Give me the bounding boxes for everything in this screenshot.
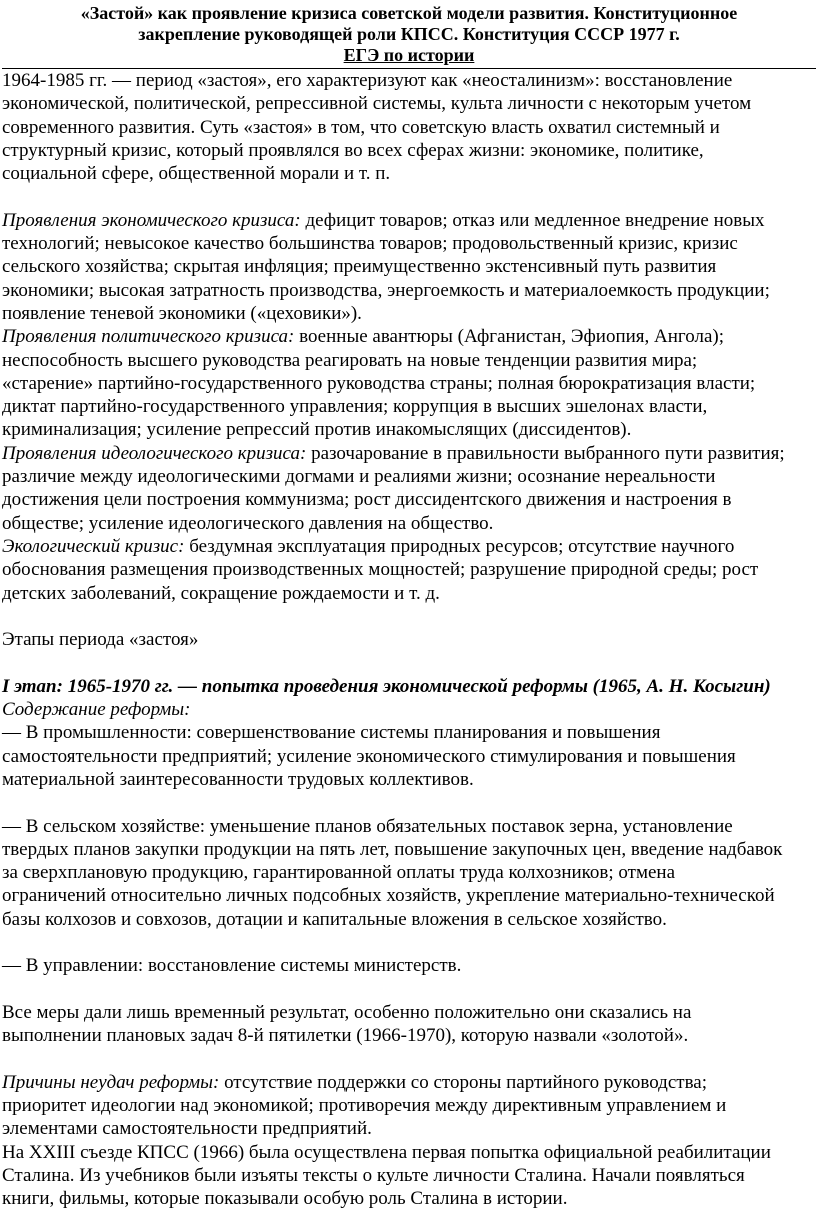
text-line [2,1071,816,1094]
text-line: различие между идеологическими догмами и реалиями жизни; осознание нереальности [2,466,716,488]
text-line: технологий; невысокое качество большинства товаров; продовольственный кризис, кризис [2,233,738,255]
text-line: приоритет идеологии над экономикой; противоречия между директивным управлением и [2,1095,727,1117]
document-title-line-2: закрепление руководящей роли КПСС. Конституция СССР 1977 г. [138,24,680,44]
text-line: криминализация; усиление репрессий против инакомыслящих (диссидентов). [2,419,632,441]
paragraph-gap [2,605,816,628]
text-line: структурный кризис, который проявлялся во всех сферах жизни: экономике, политике, [2,139,704,161]
document-body [2,69,816,1211]
text-line: экономики; высокая затратность производства, энергоемкость и материалоемкость продукции; [2,279,770,301]
text-line: обществе; усиление идеологического давления на общество. [2,512,494,534]
stages-heading: Этапы периода «застоя» [2,629,199,651]
text-line: выполнении плановых задач 8-й пятилетки (1966-1970), которую назвали «золотой». [2,1025,689,1047]
text-line: неспособность высшего руководства реагировать на новые тенденции развития мира; [2,349,698,371]
reform-content-label: Содержание реформы: [2,699,191,721]
paragraph-gap [2,185,816,208]
intro-paragraph [2,69,816,185]
economic-crisis-text: дефицит товаров; отказ или медленное внедрение новых [300,209,765,231]
paragraph-gap [2,791,816,814]
economic-crisis-paragraph [2,209,816,325]
stage-1-section [2,675,816,1211]
paragraph-gap [2,978,816,1001]
stage-1-title: I этап: 1965-1970 гг. — попытка проведения экономической реформы (1965, А. Н. Косыгин) [2,675,771,697]
ecological-crisis-paragraph [2,535,816,605]
ecological-crisis-text: бездумная эксплуатация природных ресурсов; отсутствие научного [184,535,735,557]
ideological-crisis-text: разочарование в правильности выбранного пути развития; [306,442,785,464]
document-subtitle: ЕГЭ по истории [343,45,475,65]
text-line: книги, фильмы, которые показывали особую роль Сталина в истории. [2,1188,568,1210]
political-crisis-label: Проявления политического кризиса: [2,326,295,348]
reform-failure-text: отсутствие поддержки со стороны партийного руководства; [219,1071,708,1093]
text-line: детских заболеваний, сокращение рождаемости и т. д. [2,582,440,604]
text-line: 1964-1985 гг. — период «застоя», его характеризуют как «неосталинизм»: восстановление [2,70,733,91]
text-line: за сверхплановую продукцию, гарантированной оплаты труда колхозников; отмена [2,862,676,884]
text-line: элементами самостоятельности предприятий. [2,1118,372,1140]
text-line: твердых планов закупки продукции на пять лет, повышение закупочных цен, введение надбавок [2,838,783,860]
political-crisis-paragraph [2,325,816,441]
document-title-line-1: «Застой» как проявление кризиса советской модели развития. Конституционное [80,3,738,23]
paragraph-gap [2,1047,816,1070]
text-line [2,535,816,558]
text-line [2,442,816,465]
paragraph-gap [2,931,816,954]
economic-crisis-label: Проявления экономического кризиса: [2,209,301,231]
text-line: — В сельском хозяйстве: уменьшение планов обязательных поставок зерна, установление [2,815,733,837]
text-line [2,209,816,232]
text-line: социальной сфере, общественной морали и т. п. [2,163,391,185]
text-line: На XXIII съезде КПСС (1966) была осуществлена первая попытка официальной реабилитации [2,1141,771,1163]
political-crisis-text: военные авантюры (Афганистан, Эфиопия, Ангола); [294,326,725,348]
text-line: Сталина. Из учебников были изъяты тексты о культе личности Сталина. Начали появляться [2,1164,745,1186]
text-line: обоснования размещения производственных мощностей; разрушение природной среды; рост [2,559,759,581]
paragraph-gap [2,651,816,674]
text-line: самостоятельности предприятий; усиление экономического стимулирования и повышения [2,745,736,767]
document-header [2,0,816,66]
text-line: диктат партийно-государственного управления; коррупция в высших эшелонах власти, [2,396,708,418]
text-line: Все меры дали лишь временный результат, особенно положительно они сказались на [2,1001,692,1023]
text-line: — В промышленности: совершенствование системы планирования и повышения [2,722,661,744]
ideological-crisis-paragraph [2,442,816,535]
text-line [2,325,816,348]
ecological-crisis-label: Экологический кризис: [2,535,185,557]
text-line: достижения цели построения коммунизма; рост диссидентского движения и настроения в [2,489,732,511]
text-line: сельского хозяйства; скрытая инфляция; преимущественно экстенсивный путь развития [2,256,717,278]
text-line: ограничений относительно личных подсобных хозяйств, укрепление материально-технической [2,885,775,907]
text-line: базы колхозов и совхозов, дотации и капитальные вложения в сельское хозяйство. [2,908,667,930]
reform-failure-label: Причины неудач реформы: [2,1071,220,1093]
text-line: экономической, политической, репрессивной системы, культа личности с некоторым учетом [2,93,752,115]
text-line: «старение» партийно-государственного руководства страны; полная бюрократизация власти; [2,372,756,394]
text-line: материальной заинтересованности трудовых коллективов. [2,768,474,790]
ideological-crisis-label: Проявления идеологического кризиса: [2,442,307,464]
text-line: современного развития. Суть «застоя» в том, что советскую власть охватил системный и [2,116,720,138]
text-line: — В управлении: восстановление системы министерств. [2,955,462,977]
text-line: появление теневой экономики («цеховики»). [2,302,362,324]
